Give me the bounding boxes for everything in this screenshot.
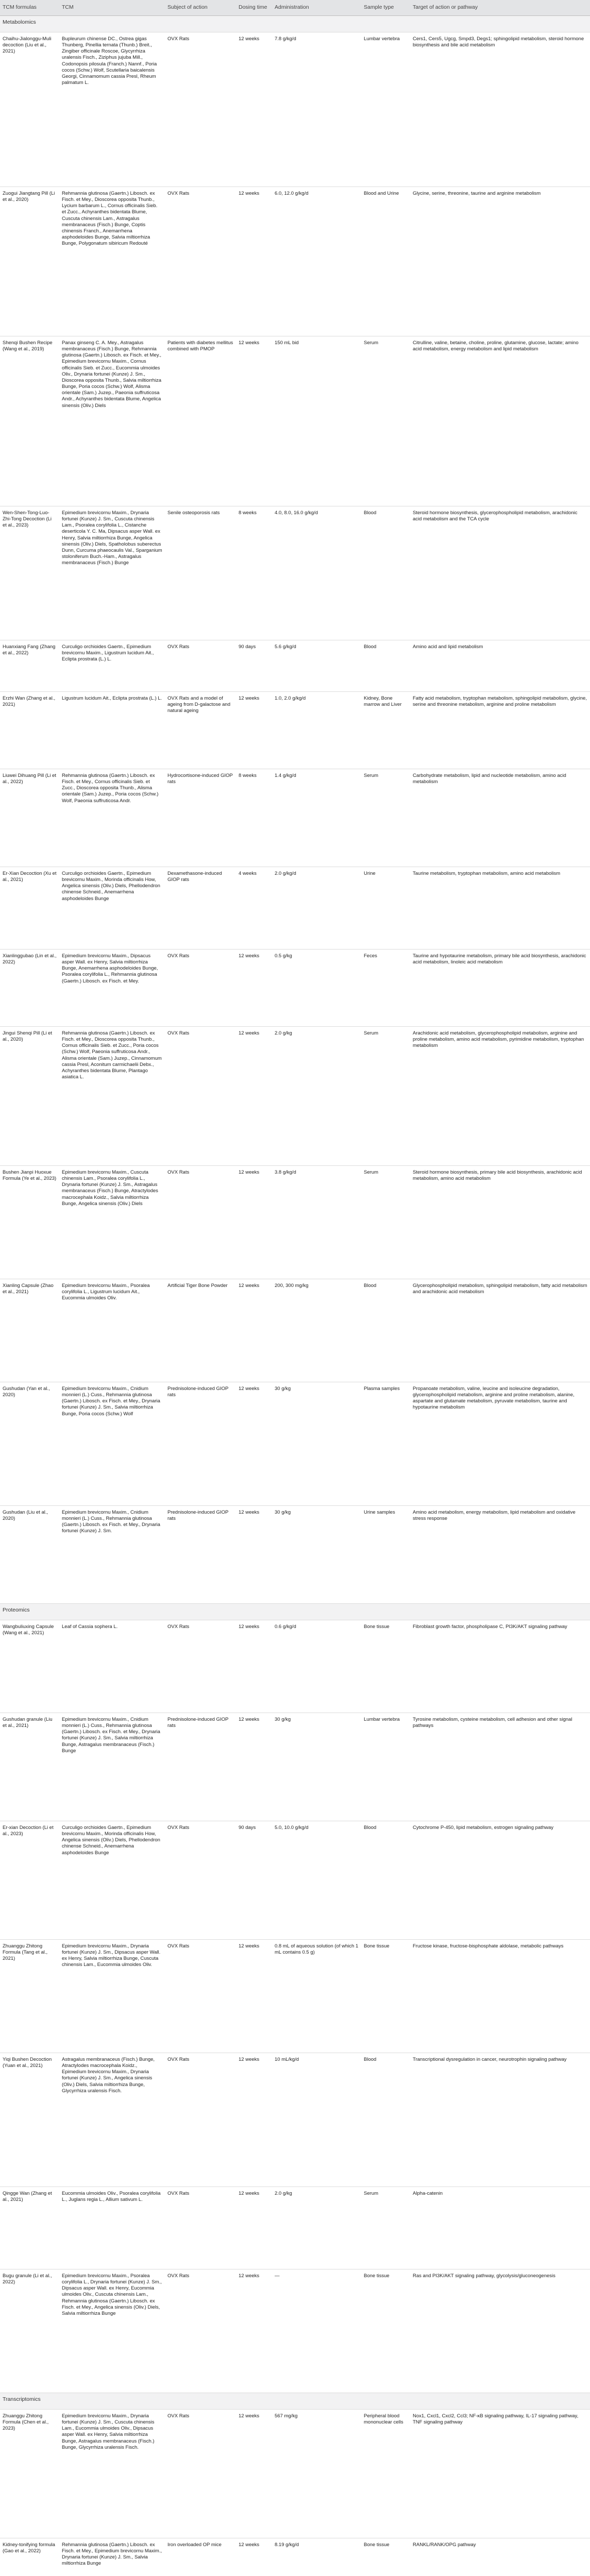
subject-cell: OVX Rats [165,32,236,187]
formula-cell[interactable]: Er-xian Decoction (Li et al., 2023) [0,1821,59,1940]
formula-cell[interactable]: Jingui Shenqi Pill (Li et al., 2020) [0,1027,59,1166]
formula-cell[interactable]: Xianling Capsule (Zhao et al., 2021) [0,1279,59,1382]
table-row [0,1506,590,1604]
administration-cell: 3.8 g/kg/d [272,1166,361,1279]
administration-cell: — [272,2269,361,2393]
tcm-cell[interactable]: Rehmannia glutinosa (Gaertn.) Libosch. ex Fisch. et Mey., Epimedium brevicornu Maxim., Drynaria fortunei (Kunze) J. Sm., Salvia miltiorrhiza Bunge [59,2538,165,2576]
administration-cell: 5.0, 10.0 g/kg/d [272,1821,361,1940]
administration-cell: 1.4 g/kg/d [272,769,361,867]
target-cell: Citrulline, valine, betaine, choline, proline, glutamine, glucose, lactate; amino acid metabolism, energy metabolism and lipid metabolism [410,336,590,506]
table-row [0,2269,590,2393]
sample-type-cell: Blood [361,1821,410,1940]
formula-cell[interactable]: Gushudan (Yan et al., 2020) [0,1382,59,1506]
target-cell: Steroid hormone biosynthesis, glycerophospholipid metabolism, arachidonic acid metabolism and the TCA cycle [410,506,590,640]
tcm-cell[interactable]: Curculigo orchioides Gaertn., Epimedium brevicornu Maxim., Ligustrum lucidum Ait., Eclipta prostrata (L.) L. [59,640,165,692]
formula-cell[interactable]: Yiqi Bushen Decoction (Yuan et al., 2021) [0,2053,59,2187]
administration-cell: 2.0 g/kg [272,2187,361,2269]
administration-cell: 30 g/kg [272,1506,361,1604]
header-dosing-time: Dosing time [236,0,272,16]
table-row [0,1027,590,1166]
sample-type-cell: Urine [361,867,410,950]
table-row [0,1821,590,1940]
tcm-cell[interactable]: Panax ginseng C. A. Mey., Astragalus membranaceus (Fisch.) Bunge, Rehmannia glutinosa (Gaertn.) Libosch. ex Fisch. et Mey., Epimedium brevicornu Maxim., Cornus officinalis Sieb. et Zucc., Eucommia ulmoides Oliv., Drynaria fortunei (Kunze) J. Sm., Dioscorea opposita Thunb., Salvia miltiorrhiza Bunge, Poria cocos (Schw.) Wolf, Alisma orientale (Sam.) Juzep., Paeonia suffruticosa Andr., Achyranthes bidentata Blume, Angelica sinensis (Oliv.) Diels [59,336,165,506]
dosing-time-cell: 12 weeks [236,2053,272,2187]
administration-cell: 7.8 g/kg/d [272,32,361,187]
formula-cell[interactable]: Zuogui Jiangtang Pill (Li et al., 2020) [0,187,59,336]
section-title: Transcriptomics [0,2393,590,2410]
dosing-time-cell: 12 weeks [236,2269,272,2393]
tcm-cell[interactable]: Rehmannia glutinosa (Gaertn.) Libosch. ex Fisch. et Mey., Cornus officinalis Sieb. et Zucc., Dioscorea opposita Thunb., Alisma orientale (Sam.) Juzep., Poria cocos (Schw.) Wolf, Paeonia suffruticosa Andr. [59,769,165,867]
subject-cell: Prednisolone-induced GIOP rats [165,1506,236,1604]
target-cell: Amino acid metabolism, energy metabolism, lipid metabolism and oxidative stress response [410,1506,590,1604]
tcm-cell[interactable]: Epimedium brevicornu Maxim., Psoralea corylifolia L., Drynaria fortunei (Kunze) J. Sm., Dipsacus asper Wall. ex Henry, Eucommia ulmoides Oliv., Cuscuta chinensis Lam., Rehmannia glutinosa (Gaertn.) Libosch. ex Fisch. et Mey., Angelica sinensis (Oliv.) Diels, Salvia miltiorrhiza Bunge [59,2269,165,2393]
target-cell: Arachidonic acid metabolism, glycerophospholipid metabolism, arginine and proline metabolism, amino acid metabolism, pyrimidine metabolism, tryptophan metabolism [410,1027,590,1166]
target-cell: Glycine, serine, threonine, taurine and arginine metabolism [410,187,590,336]
target-cell: Steroid hormone biosynthesis, primary bile acid biosynthesis, arachidonic acid metabolism, amino acid metabolism [410,1166,590,1279]
table-row [0,692,590,769]
dosing-time-cell: 12 weeks [236,1713,272,1821]
section-row-proteomics [0,1604,590,1620]
header-subject: Subject of action [165,0,236,16]
administration-cell: 0.8 mL of aqueous solution (of which 1 mL contains 0.5 g) [272,1940,361,2053]
sample-type-cell: Serum [361,2187,410,2269]
target-cell: Transcriptional dysregulation in cancer, neurotrophin signaling pathway [410,2053,590,2187]
header-tcm: TCM [59,0,165,16]
dosing-time-cell: 12 weeks [236,950,272,1027]
formula-cell[interactable]: Wen-Shen-Tong-Luo-Zhi-Tong Decoction (Li et al., 2023) [0,506,59,640]
table-row [0,2410,590,2538]
administration-cell: 10 mL/kg/d [272,2053,361,2187]
dosing-time-cell: 12 weeks [236,2187,272,2269]
subject-cell: Senile osteoporosis rats [165,506,236,640]
administration-cell: 567 mg/kg [272,2410,361,2538]
formula-cell[interactable]: Bushen Jianpi Huoxue Formula (Ye et al., 2023) [0,1166,59,1279]
table-row [0,2187,590,2269]
table-row [0,32,590,187]
target-cell: Fructose kinase, fructose-bisphosphate aldolase, metabolic pathways [410,1940,590,2053]
subject-cell: OVX Rats [165,1940,236,2053]
dosing-time-cell: 12 weeks [236,1166,272,1279]
subject-cell: OVX Rats [165,2410,236,2538]
table-row [0,640,590,692]
table-header-row [0,0,590,16]
table-row [0,187,590,336]
administration-cell: 0.6 g/kg/d [272,1620,361,1713]
sample-type-cell: Serum [361,769,410,867]
subject-cell: OVX Rats [165,640,236,692]
table-body [0,16,590,2576]
subject-cell: Prednisolone-induced GIOP rats [165,1382,236,1506]
subject-cell: OVX Rats [165,1166,236,1279]
subject-cell: OVX Rats [165,1620,236,1713]
formula-cell[interactable]: Huanxiang Fang (Zhang et al., 2022) [0,640,59,692]
tcm-cell[interactable]: Epimedium brevicornu Maxim., Drynaria fortunei (Kunze) J. Sm., Cuscuta chinensis Lam., Psoralea corylifolia L., Cistanche deserticola Y. C. Ma, Dipsacus asper Wall. ex Henry, Salvia miltiorrhiza Bunge, Angelica sinensis (Oliv.) Diels, Spatholobus suberectus Dunn, Curcuma phaeocaulis Val., Sparganium stoloniferum Buch.-Ham., Astragalus membranaceus (Fisch.) Bunge [59,506,165,640]
formula-cell[interactable]: Chaihu-Jialonggu-Muli decoction (Liu et al., 2021) [0,32,59,187]
target-cell: Alpha-catenin [410,2187,590,2269]
sample-type-cell: Blood and Urine [361,187,410,336]
table-row [0,1620,590,1713]
subject-cell: OVX Rats [165,2269,236,2393]
subject-cell: Dexamethasone-induced GIOP rats [165,867,236,950]
sample-type-cell: Bone tissue [361,1940,410,2053]
subject-cell: OVX Rats [165,950,236,1027]
administration-cell: 2.0 g/kg/d [272,867,361,950]
subject-cell: Iron overloaded OP mice [165,2538,236,2576]
dosing-time-cell: 12 weeks [236,1620,272,1713]
subject-cell: OVX Rats [165,2187,236,2269]
dosing-time-cell: 8 weeks [236,769,272,867]
administration-cell: 5.6 g/kg/d [272,640,361,692]
tcm-cell[interactable]: Rehmannia glutinosa (Gaertn.) Libosch. ex Fisch. et Mey., Dioscorea opposita Thunb., Cornus officinalis Sieb. et Zucc., Poria cocos (Schw.) Wolf, Paeonia suffruticosa Andr., Alisma orientale (Sam.) Juzep., Cinnamomum cassia Presl, Aconitum carmichaelii Debx., Achyranthes bidentata Blume, Plantago asiatica L. [59,1027,165,1166]
target-cell: Taurine and hypotaurine metabolism, primary bile acid biosynthesis, arachidonic acid metabolism, linoleic acid metabolism [410,950,590,1027]
dosing-time-cell: 12 weeks [236,2538,272,2576]
sample-type-cell: Serum [361,336,410,506]
subject-cell: Artificial Tiger Bone Powder [165,1279,236,1382]
formula-cell[interactable]: Zhuanggu Zhitong Formula (Chen et al., 2023) [0,2410,59,2538]
sample-type-cell: Serum [361,1027,410,1166]
table-row [0,2538,590,2576]
subject-cell: OVX Rats [165,1821,236,1940]
target-cell: Amino acid and lipid metabolism [410,640,590,692]
sample-type-cell: Blood [361,506,410,640]
header-tcm-formulas: TCM formulas [0,0,59,16]
dosing-time-cell: 12 weeks [236,336,272,506]
formula-cell[interactable]: Gushudan granule (Liu et al., 2021) [0,1713,59,1821]
target-cell: Carbohydrate metabolism, lipid and nucleotide metabolism, amino acid metabolism [410,769,590,867]
sample-type-cell: Urine samples [361,1506,410,1604]
dosing-time-cell: 12 weeks [236,187,272,336]
dosing-time-cell: 12 weeks [236,1382,272,1506]
tcm-cell[interactable]: Eucommia ulmoides Oliv., Psoralea corylifolia L., Juglans regia L., Allium sativum L. [59,2187,165,2269]
target-cell: Fatty acid metabolism, tryptophan metabolism, sphingolipid metabolism, glycine, serine and threonine metabolism, arginine and proline metabolism [410,692,590,769]
subject-cell: Patients with diabetes mellitus combined with PMOP [165,336,236,506]
dosing-time-cell: 8 weeks [236,506,272,640]
sample-type-cell: Blood [361,1279,410,1382]
sample-type-cell: Lumbar vertebra [361,1713,410,1821]
subject-cell: Prednisolone-induced GIOP rats [165,1713,236,1821]
target-cell: Glycerophospholipid metabolism, sphingolipid metabolism, fatty acid metabolism and arachidonic acid metabolism [410,1279,590,1382]
table-row [0,1382,590,1506]
subject-cell: OVX Rats [165,1027,236,1166]
table-row [0,1713,590,1821]
table-row [0,2053,590,2187]
formula-cell[interactable]: Bugu granule (Li et al., 2022) [0,2269,59,2393]
target-cell: Fibroblast growth factor, phospholipase C, PI3K/AKT signaling pathway [410,1620,590,1713]
target-cell: Ras and PI3K/AKT signaling pathway, glycolysis/gluconeogenesis [410,2269,590,2393]
administration-cell: 150 mL bid [272,336,361,506]
table-row [0,1166,590,1279]
sample-type-cell: Feces [361,950,410,1027]
target-cell: Cytochrome P-450, lipid metabolism, estrogen signaling pathway [410,1821,590,1940]
formula-cell[interactable]: Xianlinggubao (Lin et al., 2022) [0,950,59,1027]
sample-type-cell: Blood [361,2053,410,2187]
sample-type-cell: Serum [361,1166,410,1279]
formula-cell[interactable]: Shenqi Bushen Recipe (Wang et al., 2019) [0,336,59,506]
formula-cell[interactable]: Liuwei Dihuang Pill (Li et al., 2022) [0,769,59,867]
tcm-cell[interactable]: Epimedium brevicornu Maxim., Cnidium monnieri (L.) Cuss., Rehmannia glutinosa (Gaertn.) Libosch. ex Fisch. et Mey., Drynaria fortunei (Kunze) J. Sm., Salvia miltiorrhiza Bunge, Astragalus membranaceus (Fisch.) Bunge [59,1713,165,1821]
tcm-cell[interactable]: Ligustrum lucidum Ait., Eclipta prostrata (L.) L. [59,692,165,769]
table-row [0,506,590,640]
subject-cell: OVX Rats [165,2053,236,2187]
formula-cell[interactable]: Erzhi Wan (Zhang et al., 2021) [0,692,59,769]
header-sample-type: Sample type [361,0,410,16]
tcm-cell[interactable]: Leaf of Cassia sophera L. [59,1620,165,1713]
section-title: Metabolomics [0,16,590,32]
table-row [0,1940,590,2053]
subject-cell: OVX Rats [165,187,236,336]
section-row-metabolomics [0,16,590,32]
sample-type-cell: Peripheral blood mononuclear cells [361,2410,410,2538]
dosing-time-cell: 12 weeks [236,1279,272,1382]
dosing-time-cell: 12 weeks [236,1940,272,2053]
administration-cell: 0.5 g/kg [272,950,361,1027]
section-row-transcriptomics [0,2393,590,2410]
formula-cell[interactable]: Er-Xian Decoction (Xu et al., 2021) [0,867,59,950]
administration-cell: 4.0, 8.0, 16.0 g/kg/d [272,506,361,640]
dosing-time-cell: 12 weeks [236,2410,272,2538]
dosing-time-cell: 12 weeks [236,32,272,187]
table-row [0,950,590,1027]
administration-cell: 30 g/kg [272,1713,361,1821]
dosing-time-cell: 12 weeks [236,1506,272,1604]
section-title: Proteomics [0,1604,590,1620]
formula-cell[interactable]: Zhuanggu Zhitong Formula (Tang et al., 2021) [0,1940,59,2053]
tcm-cell[interactable]: Astragalus membranaceus (Fisch.) Bunge, Atractylodes macrocephala Koidz., Epimedium brevicornu Maxim., Drynaria fortunei (Kunze) J. Sm., Angelica sinensis (Oliv.) Diels, Salvia miltiorrhiza Bunge, Glycyrrhiza uralensis Fisch. [59,2053,165,2187]
target-cell: RANKL/RANK/OPG pathway [410,2538,590,2576]
formula-cell[interactable]: Kidney-tonifying formula (Gao et al., 2022) [0,2538,59,2576]
table-row [0,867,590,950]
tcm-cell[interactable]: Epimedium brevicornu Maxim., Cnidium monnieri (L.) Cuss., Rehmannia glutinosa (Gaertn.) Libosch. ex Fisch. et Mey., Drynaria fortunei (Kunze) J. Sm., Salvia miltiorrhiza Bunge, Poria cocos (Schw.) Wolf [59,1382,165,1506]
dosing-time-cell: 4 weeks [236,867,272,950]
sample-type-cell: Lumbar vertebra [361,32,410,187]
administration-cell: 30 g/kg [272,1382,361,1506]
tcm-cell[interactable]: Curculigo orchioides Gaertn., Epimedium brevicornu Maxim., Morinda officinalis How, Angelica sinensis (Oliv.) Diels, Phellodendron chinense Schneid., Anemarrhena asphodeloides Bunge [59,867,165,950]
table-row [0,769,590,867]
administration-cell: 200, 300 mg/kg [272,1279,361,1382]
formula-cell[interactable]: Gushudan (Liu et al., 2020) [0,1506,59,1604]
sample-type-cell: Bone tissue [361,2538,410,2576]
table-row [0,336,590,506]
target-cell: Taurine metabolism, tryptophan metabolism, amino acid metabolism [410,867,590,950]
dosing-time-cell: 12 weeks [236,692,272,769]
dosing-time-cell: 12 weeks [236,1027,272,1166]
target-cell: Nox1, Cxcl1, Cxcl2, Ccl3; NF-κB signaling pathway, IL-17 signaling pathway, TNF signaling pathway [410,2410,590,2538]
dosing-time-cell: 90 days [236,1821,272,1940]
tcm-cell[interactable]: Epimedium brevicornu Maxim., Dipsacus asper Wall. ex Henry, Salvia miltiorrhiza Bunge, Anemarrhena asphodeloides Bunge, Psoralea corylifolia L., Rehmannia glutinosa (Gaertn.) Libosch. ex Fisch. et Mey. [59,950,165,1027]
header-target: Target of action or pathway [410,0,590,16]
tcm-cell[interactable]: Epimedium brevicornu Maxim., Drynaria fortunei (Kunze) J. Sm., Cuscuta chinensis Lam., Eucommia ulmoides Oliv., Dipsacus asper Wall. ex Henry, Salvia miltiorrhiza Bunge, Astragalus membranaceus (Fisch.) Bunge, Glycyrrhiza uralensis Fisch. [59,2410,165,2538]
target-cell: Tyrosine metabolism, cysteine metabolism, cell adhesion and other signal pathways [410,1713,590,1821]
administration-cell: 6.0, 12.0 g/kg/d [272,187,361,336]
administration-cell: 1.0, 2.0 g/kg/d [272,692,361,769]
sample-type-cell: Bone tissue [361,2269,410,2393]
sample-type-cell: Bone tissue [361,1620,410,1713]
target-cell: Propanoate metabolism, valine, leucine and isoleucine degradation, glycerophospholipid metabolism, arginine and proline metabolism, alanine, aspartate and glutamate metabolism, pyruvate metabolism, taurine and hypotaurine metabolism [410,1382,590,1506]
dosing-time-cell: 90 days [236,640,272,692]
tcm-cell[interactable]: Epimedium brevicornu Maxim., Cuscuta chinensis Lam., Psoralea corylifolia L., Drynaria fortunei (Kunze) J. Sm., Astragalus membranaceus (Fisch.) Bunge, Atractylodes macrocephala Koidz., Salvia miltiorrhiza Bunge, Angelica sinensis (Oliv.) Diels [59,1166,165,1279]
table-row [0,1279,590,1382]
administration-cell: 2.0 g/kg [272,1027,361,1166]
subject-cell: OVX Rats and a model of ageing from D-galactose and natural ageing [165,692,236,769]
sample-type-cell: Plasma samples [361,1382,410,1506]
subject-cell: Hydrocortisone-induced GIOP rats [165,769,236,867]
tcm-cell[interactable]: Epimedium brevicornu Maxim., Cnidium monnieri (L.) Cuss., Rehmannia glutinosa (Gaertn.) Libosch. ex Fisch. et Mey., Drynaria fortunei (Kunze) J. Sm. [59,1506,165,1604]
tcm-cell[interactable]: Rehmannia glutinosa (Gaertn.) Libosch. ex Fisch. et Mey., Dioscorea opposita Thunb., Lycium barbarum L., Cornus officinalis Sieb. et Zucc., Achyranthes bidentata Blume, Cuscuta chinensis Lam., Astragalus membranaceus (Fisch.) Bunge, Coptis chinensis Franch., Anemarrhena asphodeloides Bunge, Salvia miltiorrhiza Bunge, Polygonatum sibiricum Redouté [59,187,165,336]
tcm-cell[interactable]: Epimedium brevicornu Maxim., Psoralea corylifolia L., Ligustrum lucidum Ait., Eucommia ulmoides Oliv. [59,1279,165,1382]
tcm-cell[interactable]: Bupleurum chinense DC., Ostrea gigas Thunberg, Pinellia ternata (Thunb.) Breit., Zingiber officinale Roscoe, Glycyrrhiza uralensis Fisch., Ziziphus jujuba Mill., Codonopsis pilosula (Franch.) Nannf., Poria cocos (Schw.) Wolf, Scutellaria baicalensis Georgi, Cinnamomum cassia Presl, Rheum palmatum L. [59,32,165,187]
header-administration: Administration [272,0,361,16]
formula-cell[interactable]: Wangbuliuxing Capsule (Wang et al., 2021) [0,1620,59,1713]
sample-type-cell: Kidney, Bone marrow and Liver [361,692,410,769]
sample-type-cell: Blood [361,640,410,692]
tcm-cell[interactable]: Epimedium brevicornu Maxim., Drynaria fortunei (Kunze) J. Sm., Dipsacus asper Wall. ex Henry, Salvia miltiorrhiza Bunge, Cuscuta chinensis Lam., Eucommia ulmoides Oliv. [59,1940,165,2053]
administration-cell: 8.19 g/kg/d [272,2538,361,2576]
tcm-cell[interactable]: Curculigo orchioides Gaertn., Epimedium brevicornu Maxim., Morinda officinalis How, Angelica sinensis (Oliv.) Diels, Phellodendron chinense Schneid., Anemarrhena asphodeloides Bunge [59,1821,165,1940]
target-cell: Cers1, Cers5, Ugcg, Smpd3, Degs1; sphingolipid metabolism, steroid hormone biosynthesis and bile acid metabolism [410,32,590,187]
formula-cell[interactable]: Qingge Wan (Zhang et al., 2021) [0,2187,59,2269]
